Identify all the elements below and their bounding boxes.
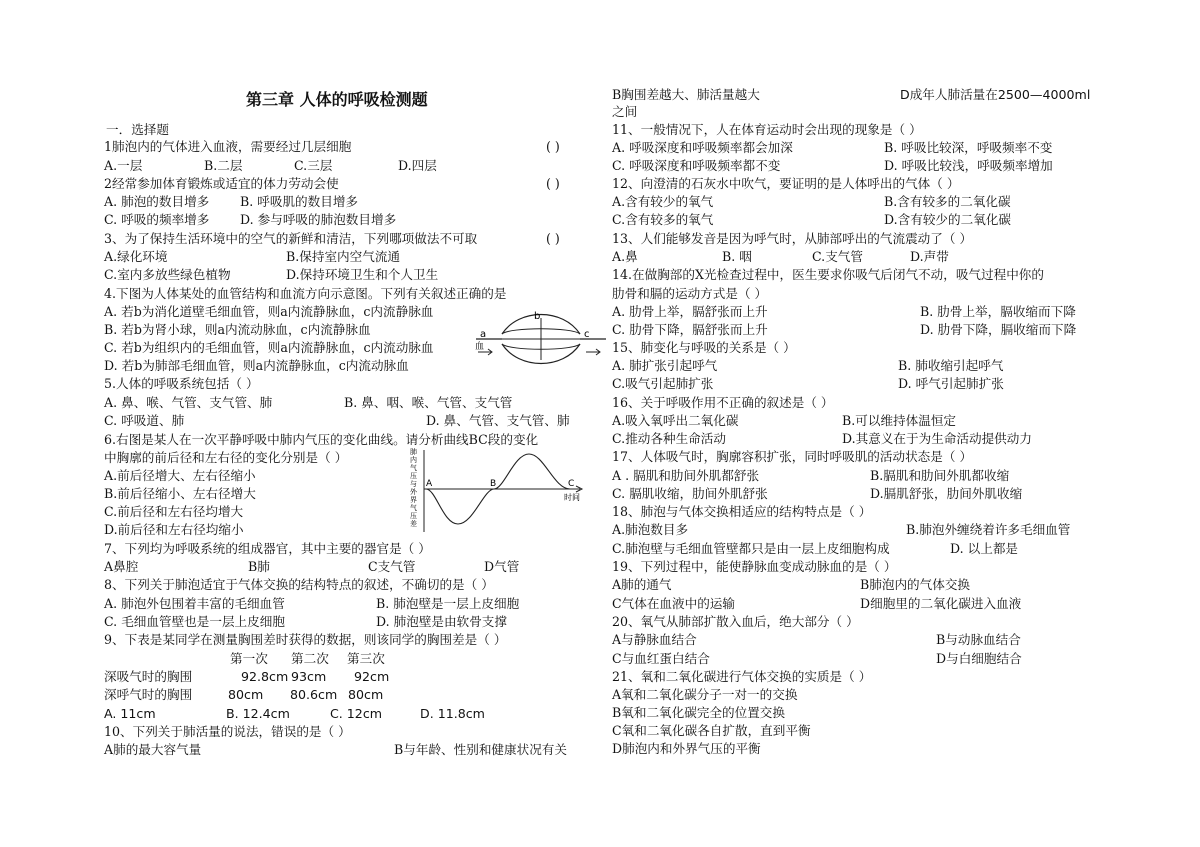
y-label-char: 压 xyxy=(410,512,417,520)
q17-option-c: C. 膈肌收缩，肋间外肌舒张 xyxy=(612,486,768,501)
q16-option-a: A.吸入氧呼出二氧化碳 xyxy=(612,413,739,428)
q6-option-a: A.前后径增大、左右径缩小 xyxy=(104,468,256,483)
q17-option-b: B.膈肌和肋间外肌都收缩 xyxy=(870,468,1010,483)
q7-option-a: A鼻腔 xyxy=(104,559,139,574)
table-col-header: 第一次 xyxy=(230,651,268,666)
q10-option-b: B与年龄、性别和健康状况有关 xyxy=(394,742,567,757)
q10-option-d: D成年人肺活量在2500—4000ml xyxy=(900,87,1091,102)
y-label-char: 与 xyxy=(410,480,417,488)
q14-stem-line2: 肋骨和膈的运动方式是（ ） xyxy=(612,286,768,301)
q12-option-a: A.含有较少的氧气 xyxy=(612,194,714,209)
table-cell: 92cm xyxy=(354,669,390,684)
q16-stem: 16、关于呼吸作用不正确的叙述是（ ） xyxy=(612,395,834,410)
q6-option-d: D.前后径和左右径均缩小 xyxy=(104,522,244,537)
q21-stem: 21、氧和二氧化碳进行气体交换的实质是（ ） xyxy=(612,669,872,684)
table-cell: 80cm xyxy=(348,687,384,702)
label-a: a xyxy=(480,329,487,340)
table-col-header: 第三次 xyxy=(347,651,385,666)
q18-option-d: D. 以上都是 xyxy=(950,541,1019,556)
q5-option-a: A. 鼻、喉、气管、支气管、肺 xyxy=(104,395,273,410)
q9-option-d: D. 11.8cm xyxy=(420,706,485,721)
q19-option-b: B肺泡内的气体交换 xyxy=(860,577,971,592)
q1-option-c: C.三层 xyxy=(294,158,333,173)
point-b-label: B xyxy=(490,479,497,489)
y-axis-label xyxy=(410,448,418,528)
q1-option-d: D.四层 xyxy=(398,158,437,173)
q7-stem: 7、下列均为呼吸系统的组成器官，其中主要的器官是（ ） xyxy=(104,541,431,556)
q13-option-c: C.支气管 xyxy=(812,249,863,264)
table-cell: 93cm xyxy=(291,669,327,684)
y-label-char: 气 xyxy=(410,504,417,512)
q19-option-c: C气体在血液中的运输 xyxy=(612,596,735,611)
q6-stem-line2: 中胸廓的前后径和左右径的变化分别是（ ） xyxy=(104,450,348,465)
q13-option-d: D.声带 xyxy=(910,249,949,264)
q11-option-a: A. 呼吸深度和呼吸频率都会加深 xyxy=(612,140,793,155)
q2-option-d: D. 参与呼吸的肺泡数目增多 xyxy=(240,212,397,227)
q20-stem: 20、氧气从肺部扩散入血后，绝大部分（ ） xyxy=(612,614,859,629)
q7-option-b: B肺 xyxy=(248,559,270,574)
arrow-out-icon xyxy=(586,349,600,355)
q4-option-d: D. 若b为肺部毛细血管，则a内流静脉血，c内流动脉血 xyxy=(104,358,409,373)
blood-vessel-diagram xyxy=(474,310,608,368)
q20-option-a: A与静脉血结合 xyxy=(612,632,697,647)
q3-option-c: C.室内多放些绿色植物 xyxy=(104,267,231,282)
y-label-char: 内 xyxy=(410,456,417,464)
q14-stem-line1: 14.在做胸部的X光检查过程中，医生要求你吸气后闭气不动，吸气过程中你的 xyxy=(612,267,1044,282)
q3-option-d: D.保持环境卫生和个人卫生 xyxy=(286,267,439,282)
q1-answer-paren: ( ) xyxy=(546,139,560,154)
q1-option-a: A.一层 xyxy=(104,158,143,173)
q13-option-b: B. 咽 xyxy=(722,249,752,264)
q15-option-b: B. 肺收缩引起呼气 xyxy=(898,358,1004,373)
q12-option-c: C.含有较多的氧气 xyxy=(612,212,714,227)
q2-option-b: B. 呼吸肌的数目增多 xyxy=(240,194,359,209)
q14-option-c: C. 肋骨下降，膈舒张而上升 xyxy=(612,322,768,337)
q9-option-c: C. 12cm xyxy=(330,706,383,721)
q8-option-a: A. 肺泡外包围着丰富的毛细血管 xyxy=(104,596,285,611)
label-flow: 血 xyxy=(475,342,485,352)
q17-stem: 17、人体吸气时，胸廓容积扩张，同时呼吸肌的活动状态是（ ） xyxy=(612,449,973,464)
q4-option-b: B. 若b为肾小球，则a内流动脉血，c内流静脉血 xyxy=(104,322,371,337)
q21-option-a: A氧和二氧化碳分子一对一的交换 xyxy=(612,687,798,702)
q6-option-c: C.前后径和左右径均增大 xyxy=(104,504,244,519)
q4-option-c: C. 若b为组织内的毛细血管，则a内流静脉血，c内流动脉血 xyxy=(104,340,434,355)
label-c: c xyxy=(584,329,590,340)
q11-option-c: C. 呼吸深度和呼吸频率都不变 xyxy=(612,158,781,173)
q15-option-d: D. 呼气引起肺扩张 xyxy=(898,376,1004,391)
q18-option-c: C.肺泡壁与毛细血管壁都只是由一层上皮细胞构成 xyxy=(612,541,890,556)
q21-option-b: B氧和二氧化碳完全的位置交换 xyxy=(612,705,785,720)
q7-option-c: C支气管 xyxy=(368,559,416,574)
point-c-label: C xyxy=(568,479,575,489)
q3-answer-paren: ( ) xyxy=(546,231,560,246)
table-cell: 92.8cm xyxy=(241,669,289,684)
q4-option-a: A. 若b为消化道壁毛细血管，则a内流静脉血，c内流静脉血 xyxy=(104,304,434,319)
q12-stem: 12、向澄清的石灰水中吹气，要证明的是人体呼出的气体（ ） xyxy=(612,176,960,191)
q11-stem: 11、一般情况下，人在体育运动时会出现的现象是（ ） xyxy=(612,122,922,137)
q10-option-d-cont: 之间 xyxy=(612,104,638,119)
x-axis-label: 时间 xyxy=(564,493,580,502)
q1-stem: 1肺泡内的气体进入血液，需要经过几层细胞 xyxy=(104,139,352,154)
q9-option-a: A. 11cm xyxy=(104,706,156,721)
q5-stem: 5.人体的呼吸系统包括（ ） xyxy=(104,376,259,391)
section-heading: 一．选择题 xyxy=(106,122,169,137)
q10-option-a: A肺的最大容气量 xyxy=(104,742,202,757)
table-row-header: 深吸气时的胸围 xyxy=(104,669,193,684)
q5-option-d: D. 鼻、气管、支气管、肺 xyxy=(426,413,570,428)
q15-option-c: C.吸气引起肺扩张 xyxy=(612,376,714,391)
q4-stem: 4.下图为人体某处的血管结构和血流方向示意图。下列有关叙述正确的是 xyxy=(104,286,507,301)
y-label-char: 外 xyxy=(410,488,417,496)
q16-option-c: C.推动各种生命活动 xyxy=(612,431,726,446)
q13-option-a: A.鼻 xyxy=(612,249,638,264)
page-title: 第三章 人体的呼吸检测题 xyxy=(246,90,428,109)
q3-option-b: B.保持室内空气流通 xyxy=(286,249,401,264)
q12-option-d: D.含有较少的二氧化碳 xyxy=(884,212,1011,227)
table-cell: 80.6cm xyxy=(290,687,338,702)
q8-option-b: B. 肺泡壁是一层上皮细胞 xyxy=(376,596,520,611)
y-label-char: 压 xyxy=(410,472,417,480)
q17-option-d: D.膈肌舒张，肋间外肌收缩 xyxy=(870,486,1023,501)
label-b: b xyxy=(534,311,541,322)
table-row-header: 深呼气时的胸围 xyxy=(104,687,193,702)
q15-stem: 15、肺变化与呼吸的关系是（ ） xyxy=(612,340,796,355)
q21-option-d: D肺泡内和外界气压的平衡 xyxy=(612,741,761,756)
q11-option-d: D. 呼吸比较浅，呼吸频率增加 xyxy=(884,158,1053,173)
q20-option-c: C与血红蛋白结合 xyxy=(612,651,710,666)
q9-stem: 9、下表是某同学在测量胸围差时获得的数据，则该同学的胸围差是（ ） xyxy=(104,632,507,647)
q10-option-c: B胸围差越大、肺活量越大 xyxy=(612,87,760,102)
q8-option-d: D. 肺泡壁是由软骨支撑 xyxy=(376,614,507,629)
q7-option-d: D气管 xyxy=(484,559,520,574)
q2-option-a: A. 肺泡的数目增多 xyxy=(104,194,210,209)
q5-option-c: C. 呼吸道、肺 xyxy=(104,413,185,428)
q16-option-b: B.可以维持体温恒定 xyxy=(842,413,957,428)
q18-option-a: A.肺泡数目多 xyxy=(612,522,689,537)
q1-option-b: B.二层 xyxy=(204,158,243,173)
q9-option-b: B. 12.4cm xyxy=(226,706,290,721)
y-label-char: 差 xyxy=(410,520,417,528)
q15-option-a: A. 肺扩张引起呼气 xyxy=(612,358,718,373)
q2-answer-paren: ( ) xyxy=(546,176,560,191)
y-label-char: 肺 xyxy=(410,448,417,456)
q18-option-b: B.肺泡外缠绕着许多毛细血管 xyxy=(906,522,1071,537)
q16-option-d: D.其意义在于为生命活动提供动力 xyxy=(842,431,1032,446)
q13-stem: 13、人们能够发音是因为呼气时，从肺部呼出的气流震动了（ ） xyxy=(612,231,973,246)
q20-option-b: B与动脉血结合 xyxy=(936,632,1021,647)
q14-option-a: A. 肋骨上举，膈舒张而上升 xyxy=(612,304,768,319)
q2-stem: 2经常参加体育锻炼或适宜的体力劳动会使 xyxy=(104,176,339,191)
q2-option-c: C. 呼吸的频率增多 xyxy=(104,212,210,227)
q14-option-b: B. 肋骨上举，膈收缩而下降 xyxy=(920,304,1076,319)
q5-option-b: B. 鼻、咽、喉、气管、支气管 xyxy=(344,395,513,410)
q10-stem: 10、下列关于肺活量的说法，错误的是（ ） xyxy=(104,724,351,739)
y-label-char: 界 xyxy=(410,496,417,504)
q18-stem: 18、肺泡与气体交换相适应的结构特点是（ ） xyxy=(612,504,872,519)
q3-option-a: A.绿化环境 xyxy=(104,249,168,264)
q8-option-c: C. 毛细血管壁也是一层上皮细胞 xyxy=(104,614,285,629)
q19-option-d: D细胞里的二氧化碳进入血液 xyxy=(860,596,1022,611)
pressure-curve-diagram xyxy=(408,448,588,534)
q19-stem: 19、下列过程中，能使静脉血变成动脉血的是（ ） xyxy=(612,559,897,574)
q3-stem: 3、为了保持生活环境中的空气的新鲜和清洁，下列哪项做法不可取 xyxy=(104,231,478,246)
table-col-header: 第二次 xyxy=(291,651,329,666)
q14-option-d: D. 肋骨下降，膈收缩而下降 xyxy=(920,322,1077,337)
q17-option-a: A . 膈肌和肋间外肌都舒张 xyxy=(612,468,760,483)
q8-stem: 8、下列关于肺泡适宜于气体交换的结构特点的叙述，不确切的是（ ） xyxy=(104,577,494,592)
y-label-char: 气 xyxy=(410,464,417,472)
table-cell: 80cm xyxy=(228,687,264,702)
q19-option-a: A肺的通气 xyxy=(612,577,672,592)
q12-option-b: B.含有较多的二氧化碳 xyxy=(884,194,1011,209)
q20-option-d: D与白细胞结合 xyxy=(936,651,1022,666)
q21-option-c: C氧和二氧化碳各自扩散，直到平衡 xyxy=(612,723,811,738)
point-a-label: A xyxy=(426,479,433,489)
q6-option-b: B.前后径缩小、左右径增大 xyxy=(104,486,256,501)
q6-stem-line1: 6.右图是某人在一次平静呼吸中肺内气压的变化曲线。请分析曲线BC段的变化 xyxy=(104,432,539,447)
q11-option-b: B. 呼吸比较深，呼吸频率不变 xyxy=(884,140,1053,155)
